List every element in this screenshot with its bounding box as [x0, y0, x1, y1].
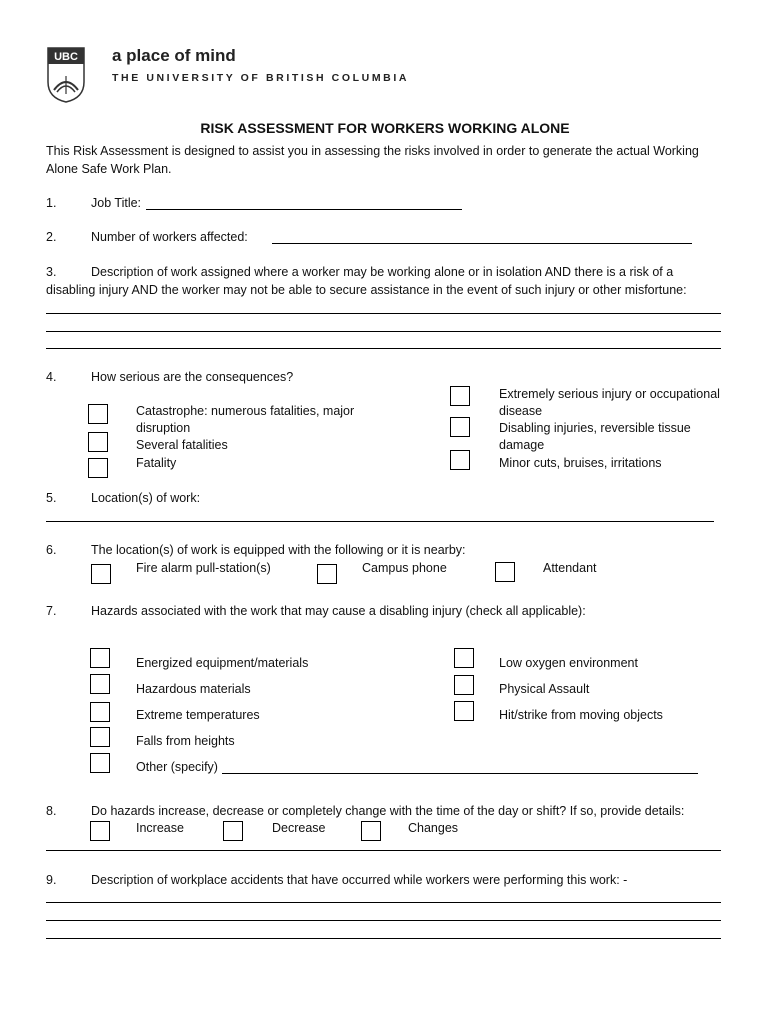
q6-option: Attendant — [543, 561, 597, 575]
q6-fire-alarm-checkbox[interactable] — [91, 564, 111, 584]
q8-changes-checkbox[interactable] — [361, 821, 381, 841]
q4-option: disease — [499, 404, 543, 418]
ubc-logo — [46, 46, 86, 104]
q9-answer-line-1[interactable] — [46, 902, 721, 903]
q8-option: Increase — [136, 821, 184, 835]
q7-other-checkbox[interactable] — [90, 753, 110, 773]
q9-answer-line-2[interactable] — [46, 920, 721, 921]
q6-attendant-checkbox[interactable] — [495, 562, 515, 582]
q7-hit-strike-checkbox[interactable] — [454, 701, 474, 721]
q4-option: disruption — [136, 421, 191, 435]
q2-label: Number of workers affected: — [91, 230, 248, 244]
q2-number: 2. — [46, 230, 57, 244]
q7-number: 7. — [46, 604, 57, 618]
job-title-field[interactable] — [146, 209, 462, 210]
tagline: a place of mind — [112, 46, 236, 65]
q7-low-oxygen-checkbox[interactable] — [454, 648, 474, 668]
q8-number: 8. — [46, 804, 57, 818]
q8-decrease-checkbox[interactable] — [223, 821, 243, 841]
q3-answer-line-1[interactable] — [46, 313, 721, 314]
page-title: RISK ASSESSMENT FOR WORKERS WORKING ALONE — [200, 120, 570, 136]
workers-affected-field[interactable] — [272, 243, 692, 244]
q4-fatality-checkbox[interactable] — [88, 458, 108, 478]
q4-minor-cuts-checkbox[interactable] — [450, 450, 470, 470]
svg-text:UBC: UBC — [54, 51, 78, 63]
q5-label: Location(s) of work: — [91, 491, 201, 505]
q6-option: Campus phone — [362, 561, 447, 575]
q3-line-1: Description of work assigned where a worker may be working alone or in isolation AND there is a risk of a — [91, 265, 674, 279]
q4-label: How serious are the consequences? — [91, 370, 294, 384]
q4-option: Extremely serious injury or occupational — [499, 387, 720, 401]
q7-label: Hazards associated with the work that may cause a disabling injury (check all applicable): — [91, 604, 586, 618]
q4-several-fatalities-checkbox[interactable] — [88, 432, 108, 452]
q9-answer-line-3[interactable] — [46, 938, 721, 939]
q3-number: 3. — [46, 265, 57, 279]
q7-falls-checkbox[interactable] — [90, 727, 110, 747]
q6-campus-phone-checkbox[interactable] — [317, 564, 337, 584]
q4-number: 4. — [46, 370, 57, 384]
q4-option: Fatality — [136, 456, 177, 470]
q7-option: Hazardous materials — [136, 682, 251, 696]
q3-line-2: disabling injury AND the worker may not be able to secure assistance in the event of such injury or other misfortune: — [46, 283, 687, 297]
q7-energized-checkbox[interactable] — [90, 648, 110, 668]
q7-option: Hit/strike from moving objects — [499, 708, 663, 722]
q7-hazardous-materials-checkbox[interactable] — [90, 674, 110, 694]
location-field[interactable] — [46, 521, 714, 522]
q8-increase-checkbox[interactable] — [90, 821, 110, 841]
q6-label: The location(s) of work is equipped with the following or it is nearby: — [91, 543, 466, 557]
q7-extreme-temperatures-checkbox[interactable] — [90, 702, 110, 722]
q7-option: Physical Assault — [499, 682, 590, 696]
q7-option: Other (specify) — [136, 760, 218, 774]
q9-number: 9. — [46, 873, 57, 887]
q7-option: Low oxygen environment — [499, 656, 638, 670]
q8-option: Decrease — [272, 821, 326, 835]
q8-label: Do hazards increase, decrease or completely change with the time of the day or shift? If so, provide details: — [91, 804, 685, 818]
q4-option: Minor cuts, bruises, irritations — [499, 456, 662, 470]
other-specify-field[interactable] — [222, 773, 698, 774]
q4-catastrophe-checkbox[interactable] — [88, 404, 108, 424]
q3-answer-line-2[interactable] — [46, 331, 721, 332]
intro-line-1: This Risk Assessment is designed to assist you in assessing the risks involved in order to generate the actual Working — [46, 144, 699, 158]
university-name: THE UNIVERSITY OF BRITISH COLUMBIA — [112, 72, 410, 84]
q7-option: Extreme temperatures — [136, 708, 260, 722]
q4-disabling-injuries-checkbox[interactable] — [450, 417, 470, 437]
q7-option: Energized equipment/materials — [136, 656, 309, 670]
q6-number: 6. — [46, 543, 57, 557]
q7-option: Falls from heights — [136, 734, 235, 748]
q4-option: Catastrophe: numerous fatalities, major — [136, 404, 355, 418]
q5-number: 5. — [46, 491, 57, 505]
q1-label: Job Title: — [91, 196, 142, 210]
q4-option: Several fatalities — [136, 438, 228, 452]
q6-option: Fire alarm pull-station(s) — [136, 561, 271, 575]
q7-physical-assault-checkbox[interactable] — [454, 675, 474, 695]
q4-extremely-serious-checkbox[interactable] — [450, 386, 470, 406]
intro-line-2: Alone Safe Work Plan. — [46, 162, 172, 176]
q1-number: 1. — [46, 196, 57, 210]
q9-label: Description of workplace accidents that have occurred while workers were performing this work: - — [91, 873, 628, 887]
q8-details-field[interactable] — [46, 850, 721, 851]
q4-option: damage — [499, 438, 545, 452]
q8-option: Changes — [408, 821, 459, 835]
q3-answer-line-3[interactable] — [46, 348, 721, 349]
q4-option: Disabling injuries, reversible tissue — [499, 421, 691, 435]
